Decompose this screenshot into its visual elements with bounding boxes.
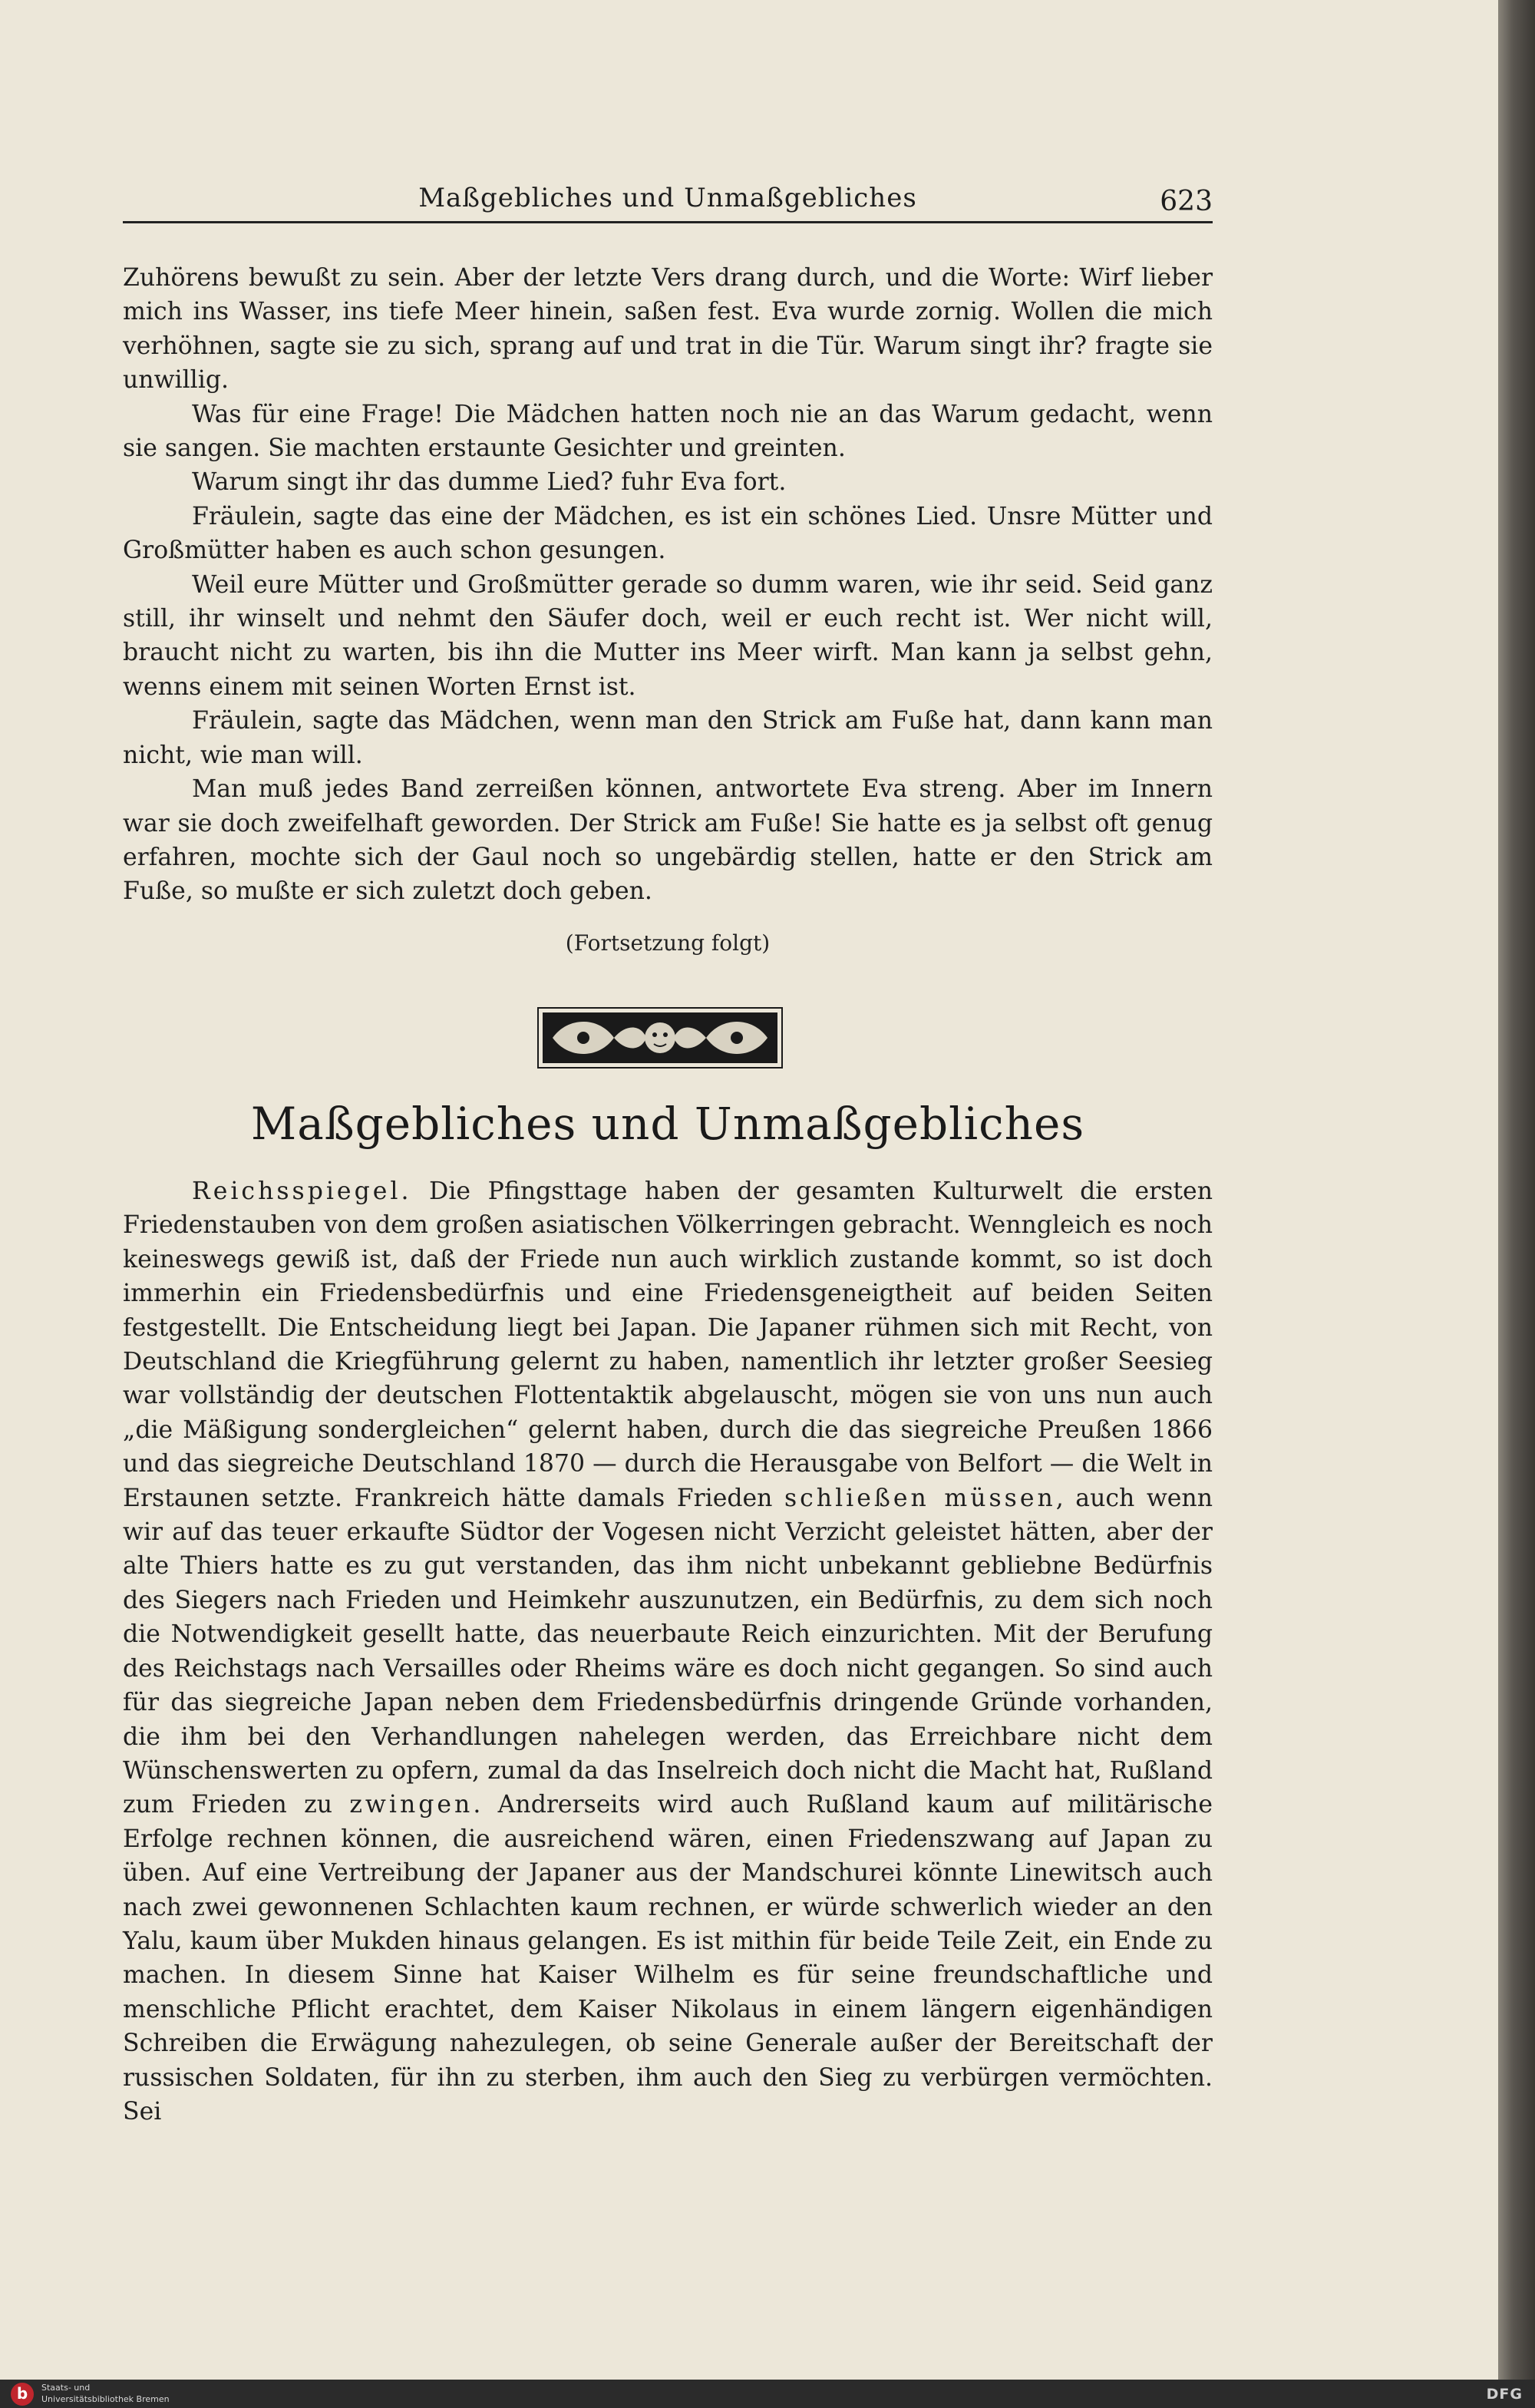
- paragraph: Was für eine Frage! Die Mädchen hatten noch nie an das Warum gedacht, wenn sie sangen. Sie machten erstaunte Gesichter und greinten.: [123, 400, 1213, 463]
- viewer-footer: [0, 2380, 1535, 2408]
- library-logo-icon: b: [11, 2383, 34, 2406]
- reichsspiegel-article: [123, 1174, 1213, 2129]
- paragraph: Fräulein, sagte das eine der Mädchen, es ist ein schönes Lied. Unsre Mütter und Großmütter haben es auch schon gesungen.: [123, 502, 1213, 565]
- running-header: [123, 183, 1213, 223]
- library-line: Universitätsbibliothek Bremen: [41, 2394, 170, 2404]
- emphasis-segment: schließen müssen: [784, 1484, 1056, 1512]
- paragraph: Weil eure Mütter und Großmütter gerade so dumm waren, wie ihr seid. Seid ganz still, ihr winselt und nehmt den Säufer doch, weil er euch recht ist. Wer nicht will, braucht nicht zu warten, bis ihn die Mutter ins Meer wirft. Man kann ja selbst gehn, wenns einem mit seinen Worten Ernst ist.: [123, 570, 1213, 701]
- text-segment: , auch wenn wir auf das teuer erkaufte Südtor der Vogesen nicht Verzicht geleistet hätten, aber der alte Thiers hatte es zu gut verstanden, das ihm nicht unbekannt gebliebne Bedürfnis des Siegers nach Frieden und Heimkehr auszunutzen, ein Bedürfnis, zu dem sich noch die Notwendigkeit gesellt hatte, das neuerbaute Reich einzurichten. Mit der Berufung des Reichstags nach Versailles oder Rheims wäre es doch nicht gegangen. So sind auch für das siegreiche Japan neben dem Friedensbedürfnis dringende Gründe vorhanden, die ihm bei den Verhandlungen nahelegen werden, das Erreichbare nicht dem Wünschenswerten zu opfern, zumal da das Inselreich doch nicht die Macht hat, Rußland zum Frieden zu: [123, 1484, 1213, 1819]
- continuation-note: (Fortsetzung folgt): [565, 930, 771, 956]
- story-continuation: [123, 261, 1213, 909]
- emphasis-segment: zwingen: [349, 1791, 474, 1819]
- text-segment: Die Pfingsttage haben der gesamten Kulturwelt die ersten Friedenstauben von dem großen asiatischen Völkerringen gebracht. Wenngleich es noch keineswegs gewiß ist, daß der Friede nun auch wirklich zustande kommt, so ist doch immerhin ein Friedensbedürfnis und eine Friedensgeneigtheit auf beiden Seiten festgestellt. Die Entscheidung liegt bei Japan. Die Japaner rühmen sich mit Recht, von Deutschland die Kriegführung gelernt zu haben, namentlich ihr letzter großer Seesieg war vollständig der deutschen Flottentaktik abgelauscht, mögen sie von uns nun auch „die Mäßigung sondergleichen“ gelernt haben, durch die das siegreiche Preußen 1866 und das siegreiche Deutschland 1870 — durch die Herausgabe von Belfort — die Welt in Erstaunen setzte. Frankreich hätte damals Frieden: [123, 1178, 1213, 1512]
- lead-word: Reichsspiegel.: [192, 1178, 412, 1205]
- paragraph: Warum singt ihr das dumme Lied? fuhr Eva fort.: [192, 468, 787, 497]
- text-segment: . Andrerseits wird auch Rußland kaum auf militärische Erfolge rechnen können, die ausreichend wären, einen Friedenszwang auf Japan zu üben. Auf eine Vertreibung der Japaner aus der Mandschurei könnte Linewitsch auch nach zwei gewonnenen Schlachten kaum rechnen, er würde schwerlich wieder an den Yalu, kaum über Mukden hinaus gelangen. Es ist mithin für beide Teile Zeit, ein Ende zu machen. In diesem Sinne hat Kaiser Wilhelm es für seine freundschaftliche und menschliche Pflicht erachtet, dem Kaiser Nikolaus in einem längern eigenhändigen Schreiben die Erwägung nahezulegen, ob seine Generale außer der Bereitschaft der russischen Soldaten, für ihn zu sterben, ihm auch den Sieg zu verbürgen vermöchten. Sei: [123, 1791, 1213, 2126]
- page-edge: [1498, 0, 1535, 2380]
- paragraph: Zuhörens bewußt zu sein. Aber der letzte Vers drang durch, und die Worte: Wirf lieber mich ins Wasser, ins tiefe Meer hinein, saßen fest. Eva wurde zornig. Wollen die mich verhöhnen, sagte sie zu sich, sprang auf und trat in die Tür. Warum singt ihr? fragte sie unwillig.: [123, 264, 1213, 395]
- running-title: Maßgebliches und Unmaßgebliches: [418, 183, 917, 213]
- paragraph: Man muß jedes Band zerreißen können, antwortete Eva streng. Aber im Innern war sie doch zweifelhaft geworden. Der Strick am Fuße! Sie hatte es ja selbst oft genug erfahren, mochte sich der Gaul noch so ungebärdig stellen, hatte er den Strick am Fuße, so mußte er sich zuletzt doch geben.: [123, 775, 1213, 906]
- library-name: [41, 2382, 170, 2405]
- article-paragraph: [123, 1174, 1213, 2129]
- paragraph: Fräulein, sagte das Mädchen, wenn man den Strick am Fuße hat, dann kann man nicht, wie man will.: [123, 707, 1213, 769]
- page-number: 623: [1160, 186, 1213, 217]
- section-heading: Maßgebliches und Unmaßgebliches: [250, 1098, 1085, 1150]
- funder-logo: DFG: [1486, 2386, 1523, 2403]
- library-line: Staats- und: [41, 2383, 91, 2393]
- ornament-vignette-icon: [537, 1007, 783, 1069]
